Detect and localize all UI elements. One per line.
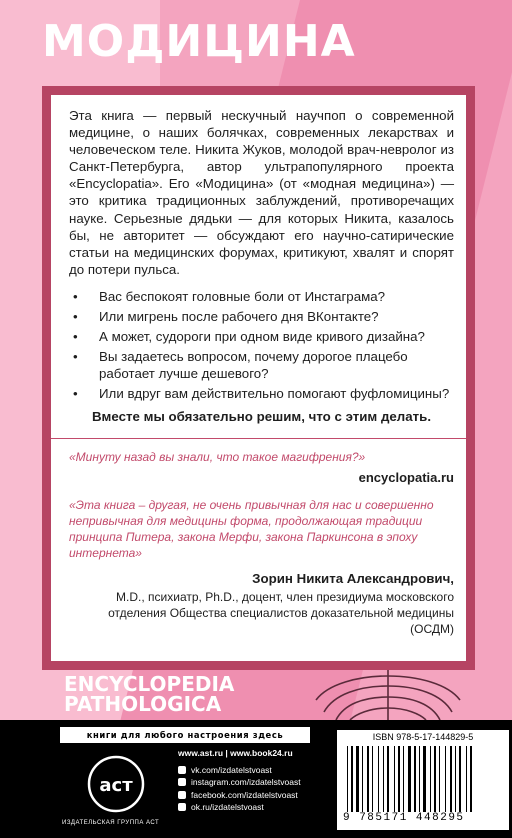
vk-icon [178,766,186,774]
barcode-bar [403,746,404,812]
barcode-bar [466,746,467,812]
publisher-websites[interactable]: www.ast.ru | www.book24.ru [178,748,293,758]
barcode-bar [459,746,461,812]
barcode-bar [367,746,369,812]
isbn-label: ISBN 978-5-17-144829-5 [372,732,474,742]
question-item [69,328,454,345]
barcode-bar [439,746,440,812]
barcode-bar [450,746,452,812]
question-text: Или мигрень после рабочего дня ВКонтакте? [99,309,379,325]
annotation-panel [51,95,466,661]
barcode-bar [356,746,359,812]
question-text: Или вдруг вам действительно помогают фуфломицины? [99,386,450,402]
bullet-marker: • [73,309,78,325]
social-link-facebook[interactable] [178,789,301,801]
series-brand-line1: ENCYCLOPEDIA [64,672,235,696]
social-link-text: ok.ru/izdatelstvoast [191,801,264,812]
intro-text: Эта книга — первый нескучный научпоп о современной медицине, о наших болячках, современных лекарствах и человеческом теле. Никита Жуков, молодой врач-невролог из Санкт-Петербурга, автор ультрапопулярного проекта «Encyclopatia». Его «Модицина» (от «модная медицина») — это критика традиционных заблуждений, противоречащих науке. Серьезные дядьки — для которых Никита, казалось бы, не авторитет — обсуждают его научно-сатирические статьи на медицинских форумах, критикуют, хвалят и спорят до потери пульса. [69,108,454,277]
barcode-bar [394,746,395,812]
barcode-bar [351,746,353,812]
quote-two: «Эта книга – другая, не очень привычная для нас и совершенно непривычная для медицины форма, продолжающая традиции принципа Питера, закона Мерфи, закона Паркинсона в эпоху интернета» [69,497,434,560]
barcode-bar [378,746,379,812]
social-link-text: instagram.com/izdatelstvoast [191,777,301,788]
ok-icon [178,803,186,811]
logo-text: аст [99,775,133,796]
publisher-name: ИЗДАТЕЛЬСКАЯ ГРУППА АСТ [62,820,160,826]
quote-one: «Минуту назад вы знали, что такое магифрения?» [69,449,366,464]
barcode-bar [347,746,348,812]
bullet-marker: • [73,386,78,402]
barcode-bar [423,746,426,812]
barcode-bar [387,746,389,812]
ast-logo [87,755,145,813]
question-item [69,308,454,325]
barcode-bar [383,746,384,812]
barcode-bar [430,746,431,812]
barcode-bar [362,746,363,812]
barcode-bar [445,746,446,812]
quote-two-author: Зорин Никита Александрович, [252,570,454,586]
bullet-marker: • [73,288,78,304]
facebook-icon [178,791,186,799]
book-title: МОДИЦИНА [42,16,356,67]
barcode-bar [470,746,472,812]
barcode-bar [419,746,420,812]
bullet-marker: • [73,329,78,345]
question-item [69,385,454,402]
barcode-digits: 9 785171 448295 [343,812,465,824]
question-text: Вас беспокоят головные боли от Инстаграма? [99,288,386,304]
question-text: А может, судороги при одном виде кривого дизайна? [99,329,425,345]
question-item [69,348,454,382]
isbn-box [337,730,509,830]
barcode [347,746,499,812]
social-link-ok[interactable] [178,801,301,813]
barcode-bar [434,746,436,812]
annotation-frame [42,86,475,670]
series-brand-line2: PATHOLOGICA [64,692,222,716]
barcode-bar [455,746,456,812]
series-brand [64,674,234,714]
ribcage-illustration [278,670,498,720]
together-statement: Вместе мы обязательно решим, что с этим делать. [91,408,432,424]
question-list [69,288,454,403]
divider [51,438,466,439]
social-link-instagram[interactable] [178,776,301,788]
barcode-bar [398,746,400,812]
quote-one-source: encyclopatia.ru [358,469,454,485]
instagram-icon [178,778,186,786]
bullet-marker: • [73,349,78,365]
social-links [178,764,301,813]
author-credentials: M.D., психиатр, Ph.D., доцент, член президиума московского отделения Общества специалистов доказательной медицины (ОСДМ) [108,589,454,636]
barcode-bar [408,746,411,812]
barcode-bar [414,746,416,812]
question-text: Вы задаетесь вопросом, почему дорогое плацебо работает лучше дешевого? [99,349,408,382]
question-item [69,288,454,305]
social-link-text: vk.com/izdatelstvoast [191,765,272,775]
tagline: книги для любого настроения здесь [60,727,310,743]
barcode-bar [372,746,373,812]
social-link-vk[interactable] [178,764,301,776]
social-link-text: facebook.com/izdatelstvoast [191,789,298,800]
